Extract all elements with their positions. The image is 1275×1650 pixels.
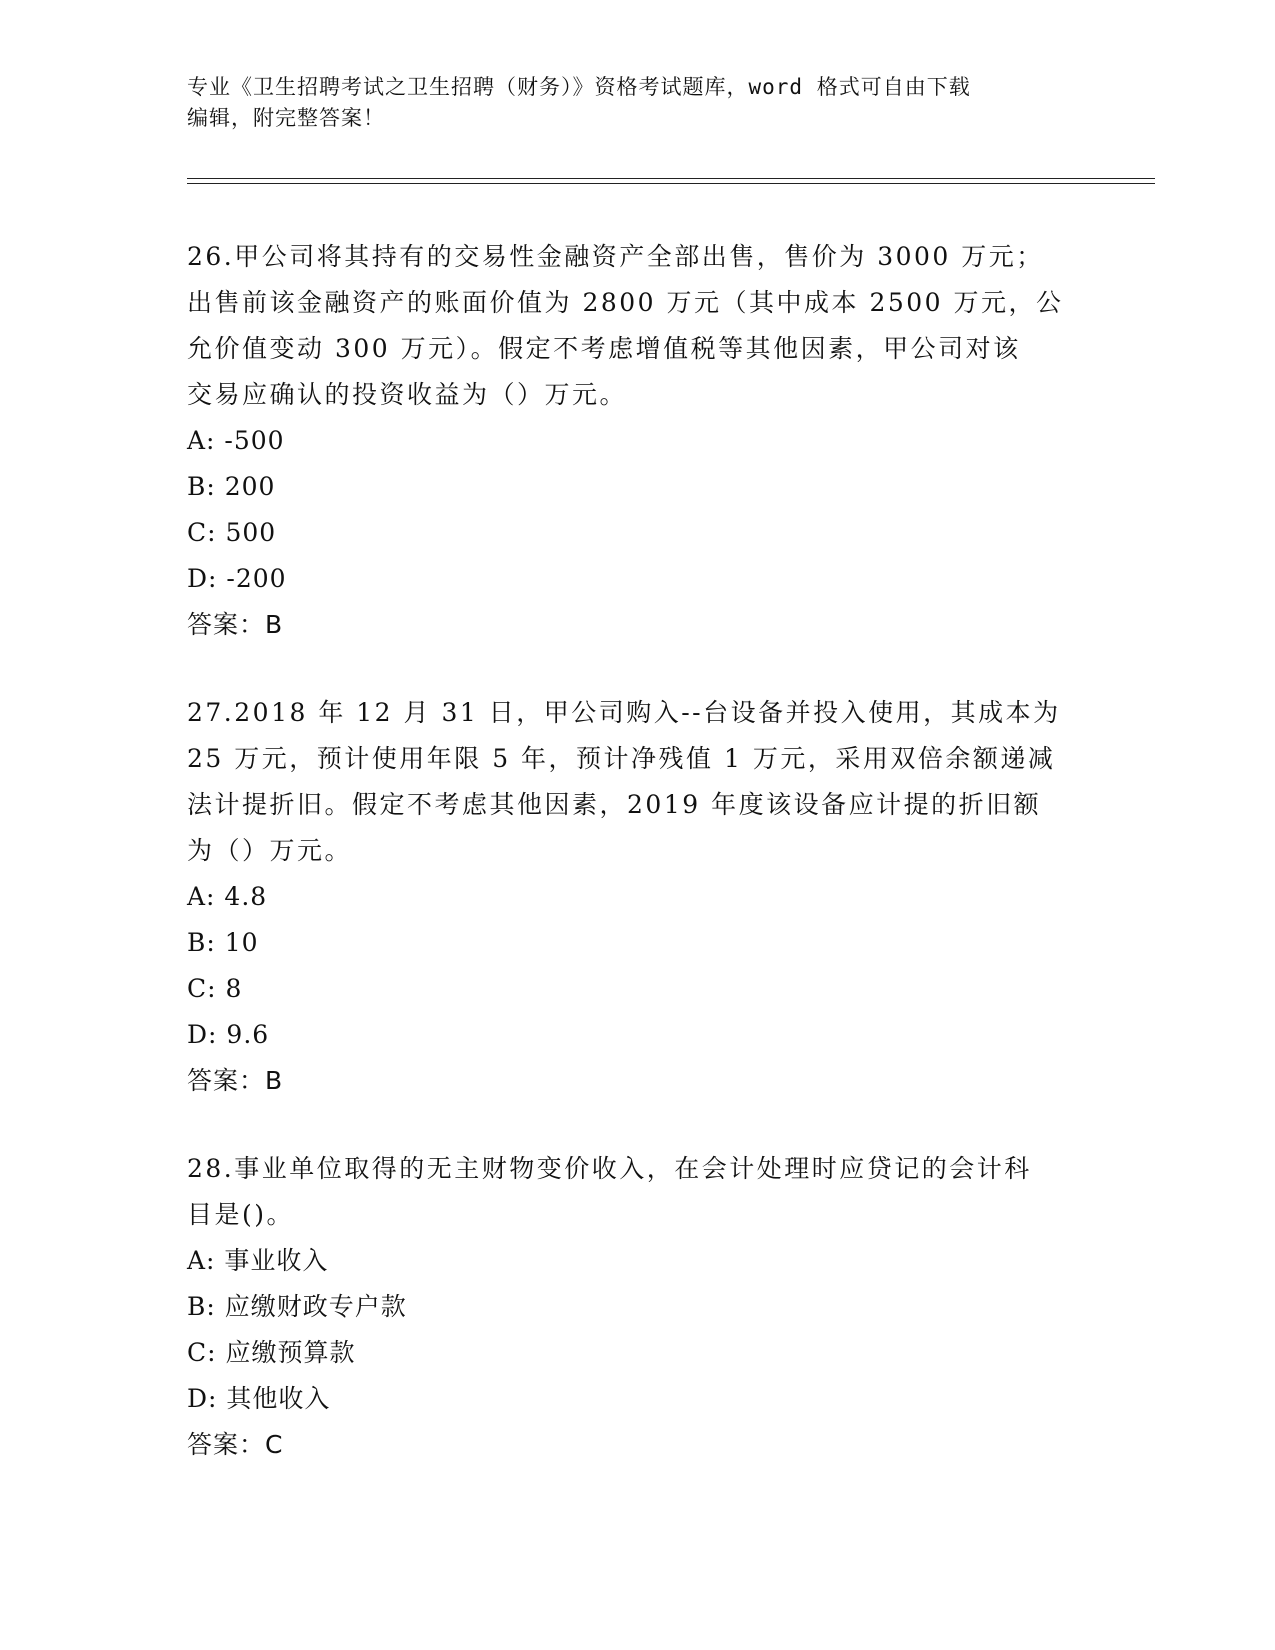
stem-line: 27.2018 年 12 月 31 日，甲公司购入--台设备并投入使用，其成本为 xyxy=(187,698,1061,727)
option-c: C: 8 xyxy=(187,974,243,1003)
header-line-2: 编辑，附完整答案！ xyxy=(187,106,385,130)
question-stem xyxy=(187,690,1087,874)
question-26 xyxy=(187,234,1087,648)
option-d: D: 其他收入 xyxy=(187,1384,331,1413)
answer: 答案：C xyxy=(187,1430,284,1459)
stem-line: 28.事业单位取得的无主财物变价收入，在会计处理时应贷记的会计科 xyxy=(187,1154,1032,1183)
stem-line: 为（）万元。 xyxy=(187,836,353,865)
option-a: A: 事业收入 xyxy=(187,1246,329,1275)
question-28 xyxy=(187,1146,1087,1468)
answer: 答案：B xyxy=(187,610,284,639)
stem-line: 出售前该金融资产的账面价值为 2800 万元（其中成本 2500 万元，公 xyxy=(187,288,1064,317)
option-b: B: 应缴财政专户款 xyxy=(187,1292,407,1321)
option-b: B: 200 xyxy=(187,472,276,501)
header-text xyxy=(187,72,1087,134)
stem-line: 交易应确认的投资收益为（）万元。 xyxy=(187,380,628,409)
header-divider-bottom xyxy=(187,183,1155,184)
question-stem xyxy=(187,1146,1087,1238)
option-b: B: 10 xyxy=(187,928,259,957)
stem-line: 目是()。 xyxy=(187,1200,295,1229)
stem-line: 26.甲公司将其持有的交易性金融资产全部出售，售价为 3000 万元； xyxy=(187,242,1044,271)
header-divider-top xyxy=(187,178,1155,179)
option-a: A: 4.8 xyxy=(187,882,268,911)
question-stem xyxy=(187,234,1087,418)
option-d: D: -200 xyxy=(187,564,287,593)
stem-line: 允价值变动 300 万元）。假定不考虑增值税等其他因素，甲公司对该 xyxy=(187,334,1021,363)
option-c: C: 500 xyxy=(187,518,277,547)
option-c: C: 应缴预算款 xyxy=(187,1338,356,1367)
stem-line: 法计提折旧。假定不考虑其他因素，2019 年度该设备应计提的折旧额 xyxy=(187,790,1042,819)
option-d: D: 9.6 xyxy=(187,1020,270,1049)
option-a: A: -500 xyxy=(187,426,285,455)
stem-line: 25 万元，预计使用年限 5 年，预计净残值 1 万元，采用双倍余额递减 xyxy=(187,744,1056,773)
answer: 答案：B xyxy=(187,1066,284,1095)
header-line-1: 专业《卫生招聘考试之卫生招聘（财务）》资格考试题库，word 格式可自由下载 xyxy=(187,75,971,99)
question-27 xyxy=(187,690,1087,1104)
